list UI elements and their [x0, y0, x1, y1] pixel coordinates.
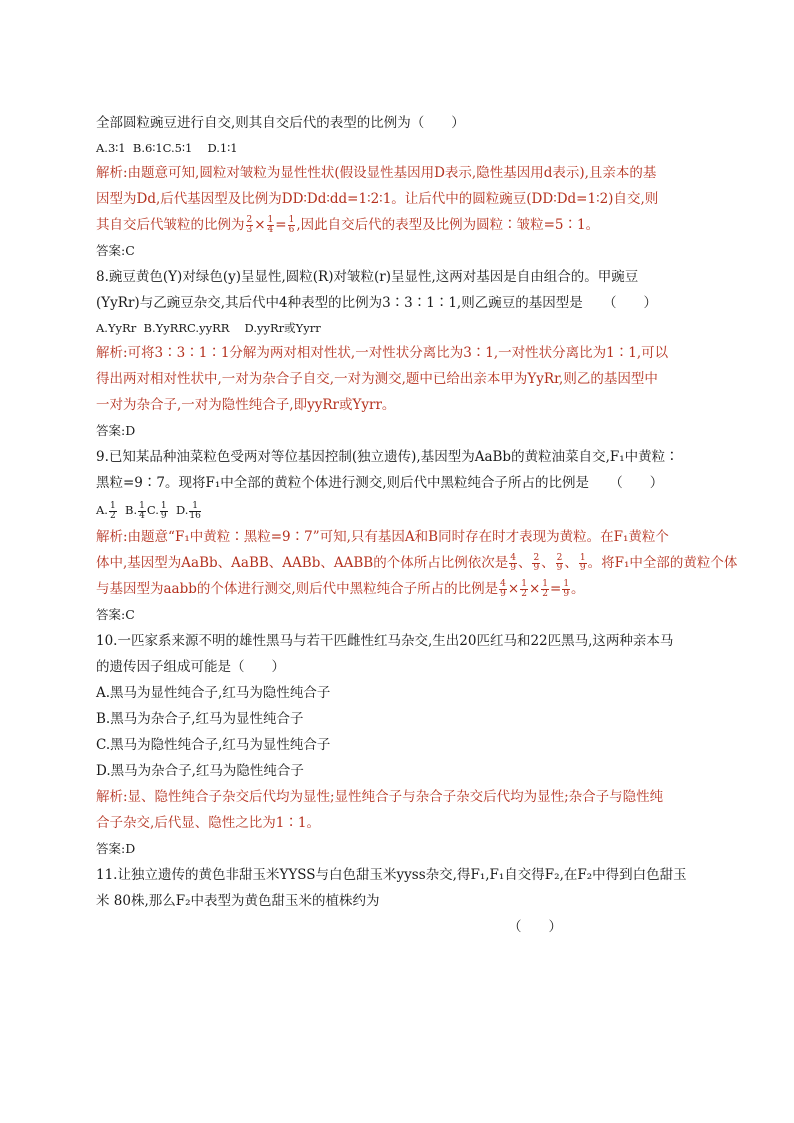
fraction: $\frac{2}{9}$	[533, 553, 540, 573]
fraction: $\frac{4}{9}$	[500, 579, 506, 599]
analysis-line: 其自交后代皱粒的比例为 $\frac{2}{3}$ × $\frac{1}{4}$ = $\frac{1}{6}$ ,因此自交后代的表型及比例为圆粒∶皱粒=5∶1。	[96, 215, 600, 235]
question-10-text: 10.一匹家系来源不明的雄性黑马与若干匹雌性红马杂交,生出20匹红马和22匹黑马,这两种亲本马	[96, 633, 674, 649]
fraction: $\frac{2}{3}$	[246, 215, 253, 235]
answer-blank-line	[96, 914, 702, 940]
fraction: $\frac{1}{16}$	[189, 500, 201, 521]
analysis-line: 解析:由题意“F₁中黄粒∶黑粒=9∶7”可知,只有基因A和B同时存在时才表现为黄粒。在F₁黄粒个	[96, 529, 669, 545]
answer-line: 答案:D	[96, 841, 136, 856]
analysis-line: 合子杂交,后代显、隐性之比为1∶1。	[96, 815, 320, 831]
answer-line: 答案:D	[96, 423, 136, 438]
analysis-line: 体中,基因型为AaBb、AaBB、AABb、AABB的个体所占比例依次是 $\frac{4}{9}$ 、 $\frac{2}{9}$ 、 $\frac{2}{9}$ 、 $\frac{1}{9}$ 。将F₁中全部的黄粒个体	[96, 553, 738, 573]
fraction: $\frac{1}{4}$	[267, 215, 274, 235]
question-10-text: 的遗传因子组成可能是（ ）	[96, 659, 285, 675]
analysis-line: 因型为Dd,后代基因型及比例为DD∶Dd∶dd=1∶2∶1。让后代中的圆粒豌豆(DD∶Dd=1∶2)自交,则	[96, 191, 659, 207]
fraction: $\frac{1}{2}$	[109, 500, 116, 521]
option-b: B.黑马为杂合子,红马为显性纯合子	[96, 711, 304, 727]
answer-blank: （ ）	[508, 919, 562, 935]
analysis-line: 一对为杂合子,一对为隐性纯合子,即yyRr或Yyrr。	[96, 397, 396, 413]
fraction: $\frac{1}{2}$	[542, 579, 548, 599]
document-page	[96, 110, 738, 940]
fraction: $\frac{1}{6}$	[288, 215, 295, 235]
fraction: $\frac{1}{9}$	[579, 553, 586, 573]
analysis-line: 解析:可将3∶3∶1∶1分解为两对相对性状,一对性状分离比为3∶1,一对性状分离比为1∶1,可以	[96, 345, 669, 361]
analysis-line: 与基因型为aabb的个体进行测交,则后代中黑粒纯合子所占的比例是 $\frac{4}{9}$ × $\frac{1}{2}$ × $\frac{1}{2}$ = $\frac{1}{9}$ 。	[96, 579, 585, 599]
option-d: D.黑马为杂合子,红马为隐性纯合子	[96, 763, 304, 779]
question-8-text: 8.豌豆黄色(Y)对绿色(y)呈显性,圆粒(R)对皱粒(r)呈显性,这两对基因是自由组合的。甲豌豆	[96, 269, 639, 285]
option-c: C.黑马为隐性纯合子,红马为显性纯合子	[96, 737, 331, 753]
option-a: A.黑马为显性纯合子,红马为隐性纯合子	[96, 685, 331, 701]
fraction: $\frac{1}{4}$	[139, 500, 145, 521]
analysis-line: 解析:显、隐性纯合子杂交后代均为显性;显性纯合子与杂合子杂交后代均为显性;杂合子与隐性纯	[96, 789, 664, 805]
question-11-text: 米 80株,那么F₂中表型为黄色甜玉米的植株约为	[96, 893, 380, 909]
fraction: $\frac{1}{9}$	[563, 579, 570, 599]
fraction: $\frac{1}{2}$	[521, 579, 527, 599]
fraction: $\frac{4}{9}$	[510, 553, 516, 573]
question-9-options: A. $\frac{1}{2}$ B. $\frac{1}{4}$ C. $\frac{1}{9}$ D. $\frac{1}{16}$	[96, 500, 201, 521]
question-options: A.3∶1 B.6∶1C.5∶1 D.1∶1	[96, 141, 238, 155]
answer-line: 答案:C	[96, 243, 135, 258]
question-9-text: 黑粒=9∶7。现将F₁中全部的黄粒个体进行测交,则后代中黑粒纯合子所占的比例是 （ ）	[96, 475, 664, 491]
question-text: 全部圆粒豌豆进行自交,则其自交后代的表型的比例为（ ）	[96, 115, 465, 131]
question-8-text: (YyRr)与乙豌豆杂交,其后代中4种表型的比例为3∶3∶1∶1,则乙豌豆的基因型是 （ ）	[96, 295, 657, 311]
question-11-text: 11.让独立遗传的黄色非甜玉米YYSS与白色甜玉米yyss杂交,得F₁,F₁自交得F₂,在F₂中得到白色甜玉	[96, 867, 687, 883]
question-8-options: A.YyRr B.YyRRC.yyRR D.yyRr或Yyrr	[96, 321, 321, 335]
answer-line: 答案:C	[96, 607, 135, 622]
fraction: $\frac{2}{9}$	[556, 553, 563, 573]
question-9-text: 9.已知某品种油菜粒色受两对等位基因控制(独立遗传),基因型为AaBb的黄粒油菜自交,F₁中黄粒∶	[96, 449, 679, 465]
fraction: $\frac{1}{9}$	[160, 500, 167, 521]
analysis-line: 得出两对相对性状中,一对为杂合子自交,一对为测交,题中已给出亲本甲为YyRr,则乙的基因型中	[96, 371, 658, 387]
analysis-line: 解析:由题意可知,圆粒对皱粒为显性性状(假设显性基因用D表示,隐性基因用d表示),且亲本的基	[96, 165, 657, 181]
